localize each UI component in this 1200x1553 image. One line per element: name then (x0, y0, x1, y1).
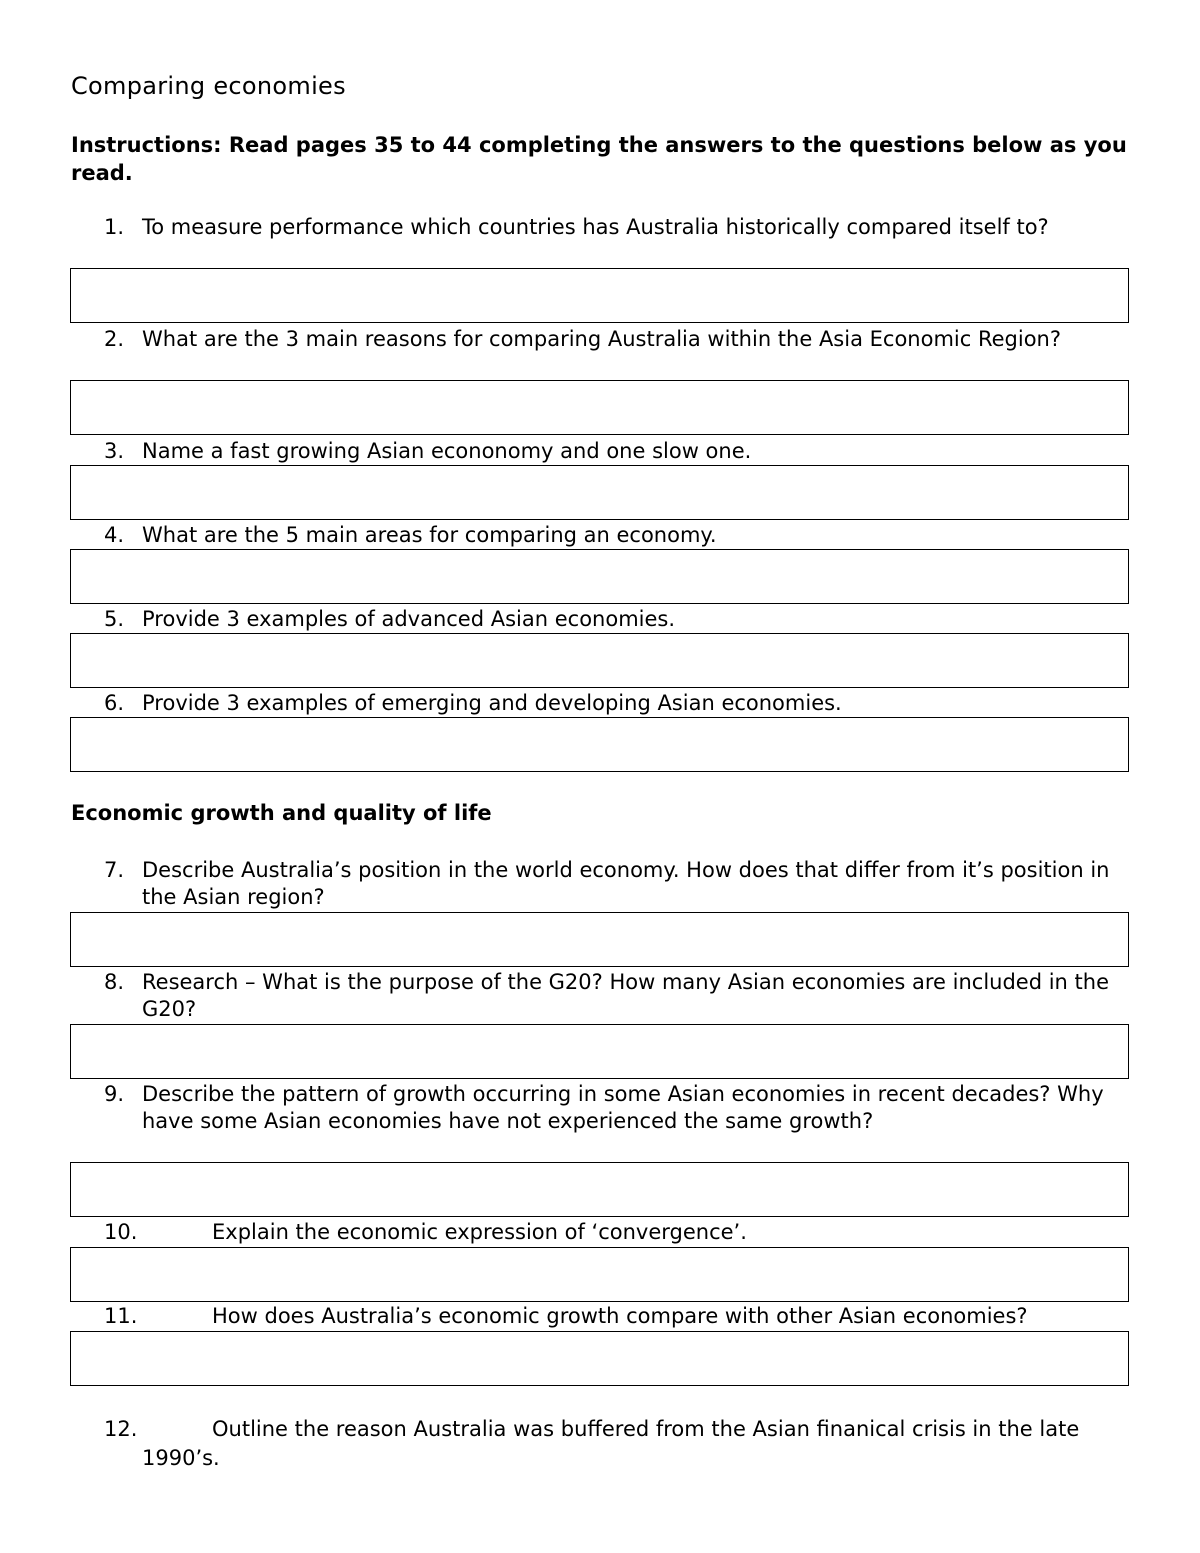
question-text: How does Australia’s economic growth compare with other Asian economies? (212, 1304, 1028, 1328)
question-number: 4. (104, 523, 125, 547)
question-6 (104, 690, 1132, 717)
question-10 (104, 1219, 1132, 1246)
question-text: Research – What is the purpose of the G20? How many Asian economies are included in the G20? (142, 970, 1110, 1021)
question-text: Describe the pattern of growth occurring in some Asian economies in recent decades? Why have some Asian economies have not experienced the same growth? (142, 1082, 1104, 1133)
question-text: Name a fast growing Asian econonomy and one slow one. (142, 439, 752, 463)
answer-box-4[interactable] (70, 549, 1129, 604)
question-text: Explain the economic expression of ‘convergence’. (212, 1220, 747, 1244)
answer-box-1[interactable] (70, 268, 1129, 323)
section-heading: Economic growth and quality of life (71, 801, 492, 825)
question-text: Describe Australia’s position in the world economy. How does that differ from it’s position in the Asian region? (142, 858, 1110, 909)
question-text: What are the 3 main reasons for comparing Australia within the Asia Economic Region? (142, 327, 1061, 351)
question-8 (104, 969, 1132, 1023)
question-text: Provide 3 examples of emerging and developing Asian economies. (142, 691, 842, 715)
question-2 (104, 326, 1132, 353)
question-11 (104, 1303, 1132, 1330)
question-number: 11. (104, 1304, 138, 1328)
question-text: Provide 3 examples of advanced Asian economies. (142, 607, 676, 631)
answer-box-2[interactable] (70, 380, 1129, 435)
question-text: What are the 5 main areas for comparing an economy. (142, 523, 717, 547)
question-number: 2. (104, 327, 125, 351)
answer-box-10[interactable] (70, 1247, 1129, 1302)
question-text: To measure performance which countries has Australia historically compared itself to? (142, 215, 1049, 239)
answer-box-11[interactable] (70, 1331, 1129, 1386)
answer-box-7[interactable] (70, 912, 1129, 967)
answer-box-8[interactable] (70, 1024, 1129, 1079)
question-5 (104, 606, 1132, 633)
question-text: Outline the reason Australia was buffered from the Asian finanical crisis in the late 1990’s. (142, 1417, 1080, 1470)
answer-box-5[interactable] (70, 633, 1129, 688)
page-title: Comparing economies (71, 72, 346, 100)
answer-box-3[interactable] (70, 465, 1129, 520)
question-9 (104, 1081, 1132, 1135)
question-1 (104, 214, 1132, 241)
question-7 (104, 857, 1132, 911)
question-number: 3. (104, 439, 125, 463)
question-number: 12. (104, 1417, 138, 1441)
question-number: 1. (104, 215, 125, 239)
question-3 (104, 438, 1132, 465)
instructions: Instructions: Read pages 35 to 44 completing the answers to the questions below as you read. (71, 133, 1127, 185)
question-12 (104, 1415, 1132, 1473)
question-4 (104, 522, 1132, 549)
answer-box-9[interactable] (70, 1162, 1129, 1217)
question-number: 10. (104, 1220, 138, 1244)
question-number: 9. (104, 1082, 125, 1106)
question-number: 7. (104, 858, 125, 882)
answer-box-6[interactable] (70, 717, 1129, 772)
question-number: 6. (104, 691, 125, 715)
question-number: 8. (104, 970, 125, 994)
question-number: 5. (104, 607, 125, 631)
